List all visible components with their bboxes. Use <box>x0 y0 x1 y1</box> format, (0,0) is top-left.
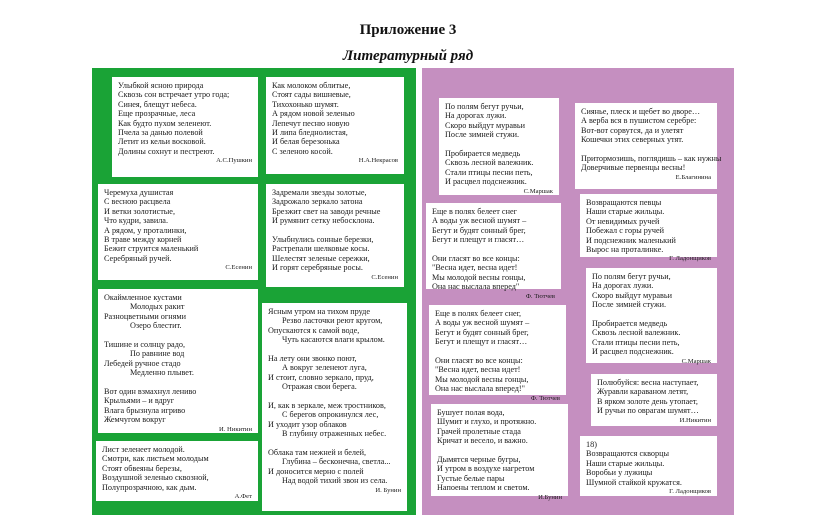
poem-line: Синея, блещут небеса. <box>118 99 197 109</box>
poem-line: "Весна идет, весна идет! <box>435 365 521 375</box>
poem-card-esenin-1 <box>98 184 258 280</box>
poem-card-marshak-1 <box>439 98 559 195</box>
poem-line: Опускаются к самой воде, <box>268 325 360 335</box>
poem-line: 18) <box>586 440 597 449</box>
poem-line: И расцвел подснежник. <box>445 177 527 187</box>
poem-line: И утром в воздухе нагретом <box>437 464 535 474</box>
poem-card-ladonshchikov-2 <box>580 436 717 496</box>
poem-line: На дорогах лужи. <box>592 281 654 291</box>
poem-line: А рядом новой зеленью <box>272 109 355 119</box>
poem-line: Брезжит свет на заводи речные <box>272 206 381 216</box>
poem-line: Возвращаются скворцы <box>586 449 669 459</box>
poem-line: Побежал с горы ручей <box>586 226 664 236</box>
poem-line: Шелестят зеленые сережки, <box>272 253 370 263</box>
poem-line: И белая березонька <box>272 137 340 147</box>
poem-line <box>104 331 252 340</box>
poem-line: По равнине вод <box>130 349 185 359</box>
poem-line: И стоит, словно зеркало, пруд, <box>268 372 374 382</box>
poem-line: Долины сохнут и пестреют. <box>118 146 215 156</box>
poem-line: Бушует полая вода, <box>437 408 505 417</box>
poem-line <box>268 439 401 448</box>
poem-line: Пробирается медведь <box>592 319 668 329</box>
poem-line: В глубину отраженных небес. <box>282 429 387 439</box>
poem-line: Вот один взмахнул лениво <box>104 387 197 397</box>
poem-line: В ярком золоте день утопает, <box>597 396 698 406</box>
poem-line: Еще в полях белеет снег, <box>435 309 522 318</box>
poem-line: После зимней стужи. <box>445 130 520 140</box>
poem-line: Она нас выслала вперед" <box>432 282 520 292</box>
poem-line: Напоены теплом и светом. <box>437 483 530 493</box>
poem-card-tyutchev-2 <box>429 305 566 402</box>
poem-line: Ясным утром на тихом пруде <box>268 307 370 316</box>
poem-card-tyutchev-1 <box>426 203 561 300</box>
poem-line <box>592 310 711 319</box>
poem-line: Крыльями – и вдруг <box>104 396 175 406</box>
poem-author: С.Маршак <box>681 357 711 365</box>
poem-line: Окаймленное кустами <box>104 293 182 302</box>
poem-line: Стали птицы песни петь, <box>445 167 533 177</box>
poem-line: Над водой тихий звон из села. <box>282 476 388 486</box>
poem-line: Возвращаются певцы <box>586 198 662 207</box>
poem-author: Г. Ладонщиков <box>669 255 711 263</box>
poem-line: Притормозишь, поглядишь – как нужны <box>581 154 722 164</box>
poem-line: А вокруг зеленеют луга, <box>282 363 367 373</box>
poem-line: Сквозь лесной валежник. <box>592 328 681 338</box>
poem-card-esenin-2 <box>266 184 404 287</box>
poem-line: А рядом, у проталинки, <box>104 225 187 235</box>
poem-line: Черемуха душистая <box>104 188 174 197</box>
poem-line: Чуть касаются влаги крылом. <box>282 335 385 345</box>
poem-line: Что кудри, завила. <box>104 216 168 226</box>
poem-line: По полям бегут ручьи, <box>445 102 524 111</box>
poem-line: Серебряный ручей. <box>104 253 172 263</box>
poem-author: А.Фет <box>234 493 252 501</box>
poem-line: И доносится мерно с полей <box>268 466 364 476</box>
poem-card-bunin-green <box>262 303 407 511</box>
poem-line: Мы молодой весны гонцы, <box>432 272 526 282</box>
poem-line: И ветки золотистые, <box>104 206 175 216</box>
poem-line: Шумной стайкой кружатся. <box>586 477 682 487</box>
poem-line: Еще в полях белеет снег <box>432 207 517 216</box>
poem-line: Вырос на проталинке. <box>586 245 664 255</box>
poem-line: Как молоком облитые, <box>272 81 351 90</box>
poem-line: Растрепали шелковые косы. <box>272 244 370 254</box>
poem-line: На дорогах лужи. <box>445 111 507 121</box>
poem-line: Летит из кельи восковой. <box>118 137 206 147</box>
poem-card-pushkin <box>112 77 258 177</box>
poem-line: Стали птицы песни петь, <box>592 337 680 347</box>
poem-line: И уходит узор облаков <box>268 419 347 429</box>
poem-line: На лету они звонко поют, <box>268 354 357 364</box>
poem-line: Стоят сады вишневые, <box>272 90 351 100</box>
poem-line: Скоро выйдут муравьи <box>592 290 672 300</box>
poem-author: Г. Ладонщиков <box>669 488 711 496</box>
poem-line: Еще прозрачные, леса <box>118 109 196 119</box>
poem-line: Пчела за данью полевой <box>118 128 203 138</box>
poem-line: Доверчивые первенцы весны! <box>581 163 686 173</box>
poem-line: Бежит струится маленький <box>104 244 199 254</box>
poem-line: Воздушной зеленью сквозной, <box>102 473 209 483</box>
poem-card-fet <box>96 441 258 501</box>
poem-author: И.Никитин <box>679 416 711 424</box>
poem-line: А воды уж весной шумят – <box>435 318 530 328</box>
poem-card-nikitin-purple <box>591 374 717 426</box>
poem-line: Бегут и будят сонный брег, <box>432 225 526 235</box>
poem-line: Воробьи у лужицы <box>586 468 653 478</box>
appendix-heading: Приложение 3 <box>359 22 457 38</box>
poem-author: С.Есенин <box>225 264 252 272</box>
poem-card-bunin-purple <box>431 404 568 501</box>
poem-line: Тишине и солнцу радо, <box>104 340 185 350</box>
poem-line: И, как в зеркале, меж тростников, <box>268 401 386 411</box>
poem-line: Сиянье, плеск и щебет во дворе… <box>581 107 701 116</box>
poem-line: "Весна идет, весна идет! <box>432 263 518 273</box>
poem-author: С.Маршак <box>523 187 553 195</box>
poem-author: И. Никитин <box>218 425 252 433</box>
poem-line: Смотри, как листьем молодым <box>102 454 209 464</box>
poem-line: А воды уж весной шумят – <box>432 216 527 226</box>
poem-line: Дымятся черные бугры, <box>437 455 521 465</box>
poem-line: Мы молодой весны гонцы, <box>435 374 529 384</box>
poem-line: Густые белые пары <box>437 473 505 483</box>
poem-line: Улыбнулись сонные березки, <box>272 235 374 245</box>
poem-line: С зеленою косой. <box>272 146 333 156</box>
poem-line: Вот-вот сорвутся, да и улетят <box>581 125 684 135</box>
poem-line: С берегов опрокинулся лес, <box>282 410 379 420</box>
poem-card-blaginina <box>575 103 722 189</box>
poem-line: Наши старые жильцы. <box>586 458 665 468</box>
poem-line: Полупрозрачною, как дым. <box>102 482 197 492</box>
poem-line: Молодых ракит <box>130 302 185 312</box>
poem-line: Как будто пухом зеленеют. <box>118 118 212 128</box>
poem-line: Наши старые жильцы. <box>586 207 665 217</box>
poem-line: В траве между корней <box>104 235 182 245</box>
poem-line: По полям бегут ручьи, <box>592 272 671 281</box>
poem-line: Сквозь лесной валежник. <box>445 158 534 168</box>
poem-line: Она нас выслала вперед!" <box>435 384 525 394</box>
page-title: Литературный ряд <box>342 48 474 64</box>
poem-line <box>445 140 553 149</box>
poem-line: Медленно плывет. <box>130 368 194 378</box>
poem-line: Лист зеленеет молодой. <box>102 445 185 454</box>
poem-card-marshak-2 <box>586 268 717 363</box>
poem-line: И ручьи по оврагам шумят… <box>597 406 699 416</box>
poem-line: Грачей пролетные стада <box>437 426 521 436</box>
poem-line: Разноцветными огнями <box>104 311 186 321</box>
poem-line: Бегут и плещут и гласят… <box>435 337 528 347</box>
poem-line: От невидимых ручей <box>586 216 660 226</box>
poem-line: Задремали звезды золотые, <box>272 188 367 197</box>
poem-line <box>268 392 401 401</box>
poem-line: После зимней стужи. <box>592 300 667 310</box>
poem-author: Ф. Тютчев <box>530 394 560 402</box>
poem-line: И румянит сетку небосклона. <box>272 216 375 226</box>
poem-line: Кошечки этих северных утят. <box>581 135 684 145</box>
poem-line <box>272 226 398 235</box>
poem-line: Скоро выйдут муравьи <box>445 120 525 130</box>
poem-line: Облака там нежней и белей, <box>268 448 367 458</box>
poem-line: Они гласят во все концы: <box>432 254 520 264</box>
poem-card-nikitin-green <box>98 289 258 433</box>
poem-line: Лебедей ручное стадо <box>104 358 181 368</box>
poem-line: Тихохонько шумят. <box>272 99 339 109</box>
poem-line: Бегут и плещут и гласят… <box>432 235 525 245</box>
poem-line: И липа бледнолистая, <box>272 128 348 138</box>
poem-author: Н.А.Некрасов <box>358 157 398 165</box>
poem-author: С.Есенин <box>371 273 398 281</box>
poem-line <box>104 378 252 387</box>
poem-line <box>581 145 711 154</box>
poem-line: Сквозь сон встречает утро года; <box>118 90 230 100</box>
poem-author: И. Бунин <box>375 486 401 494</box>
poem-line <box>437 446 562 455</box>
poem-line: И подснежник маленький <box>586 235 676 245</box>
poem-card-ladonshchikov-1 <box>580 194 717 263</box>
poem-line: И горят серебряные росы. <box>272 263 363 273</box>
poem-line: Пробирается медведь <box>445 149 521 159</box>
poem-line: Бегут и будят сонный брег, <box>435 327 529 337</box>
poem-line: Они гласят во все концы: <box>435 356 523 366</box>
poem-line: Кричат и весело, и важно. <box>437 436 528 446</box>
poem-line: А верба вся в пушистом серебре: <box>581 116 697 126</box>
poem-line: Глубина – бесконечна, светла... <box>282 457 391 467</box>
poem-line: И расцвел подснежник. <box>592 347 674 357</box>
poem-author: А.С.Пушкин <box>216 157 252 165</box>
poem-line: Задрожало зеркало затона <box>272 197 363 207</box>
poem-line: Журавли караваном летят, <box>597 387 689 397</box>
poem-line: Полюбуйся: весна наступает, <box>597 378 699 387</box>
poem-author: Ф. Тютчев <box>525 292 555 300</box>
poem-author: Е.Благинина <box>675 173 711 181</box>
poem-line: Резво ласточки реют кругом, <box>282 316 383 326</box>
poem-line: Стоят обвеяны березы, <box>102 463 182 473</box>
poem-line: Улыбкой ясною природа <box>118 81 204 90</box>
poem-author: И.Бунин <box>538 493 562 501</box>
poem-line: С весною расцвела <box>104 197 171 207</box>
poem-line <box>432 245 555 254</box>
poem-line <box>268 345 401 354</box>
poem-card-nekrasov <box>266 77 404 174</box>
poem-line <box>435 347 560 356</box>
poem-line: Шумит и глухо, и протяжно. <box>437 417 537 427</box>
poem-line: Отражая свои берега. <box>282 382 357 392</box>
poem-line: Влага брызнула игриво <box>104 405 186 415</box>
poem-line: Лепечут песню новую <box>272 118 350 128</box>
poem-line: Озеро блестит. <box>130 321 182 331</box>
poem-line: Жемчугом вокруг <box>104 415 166 425</box>
